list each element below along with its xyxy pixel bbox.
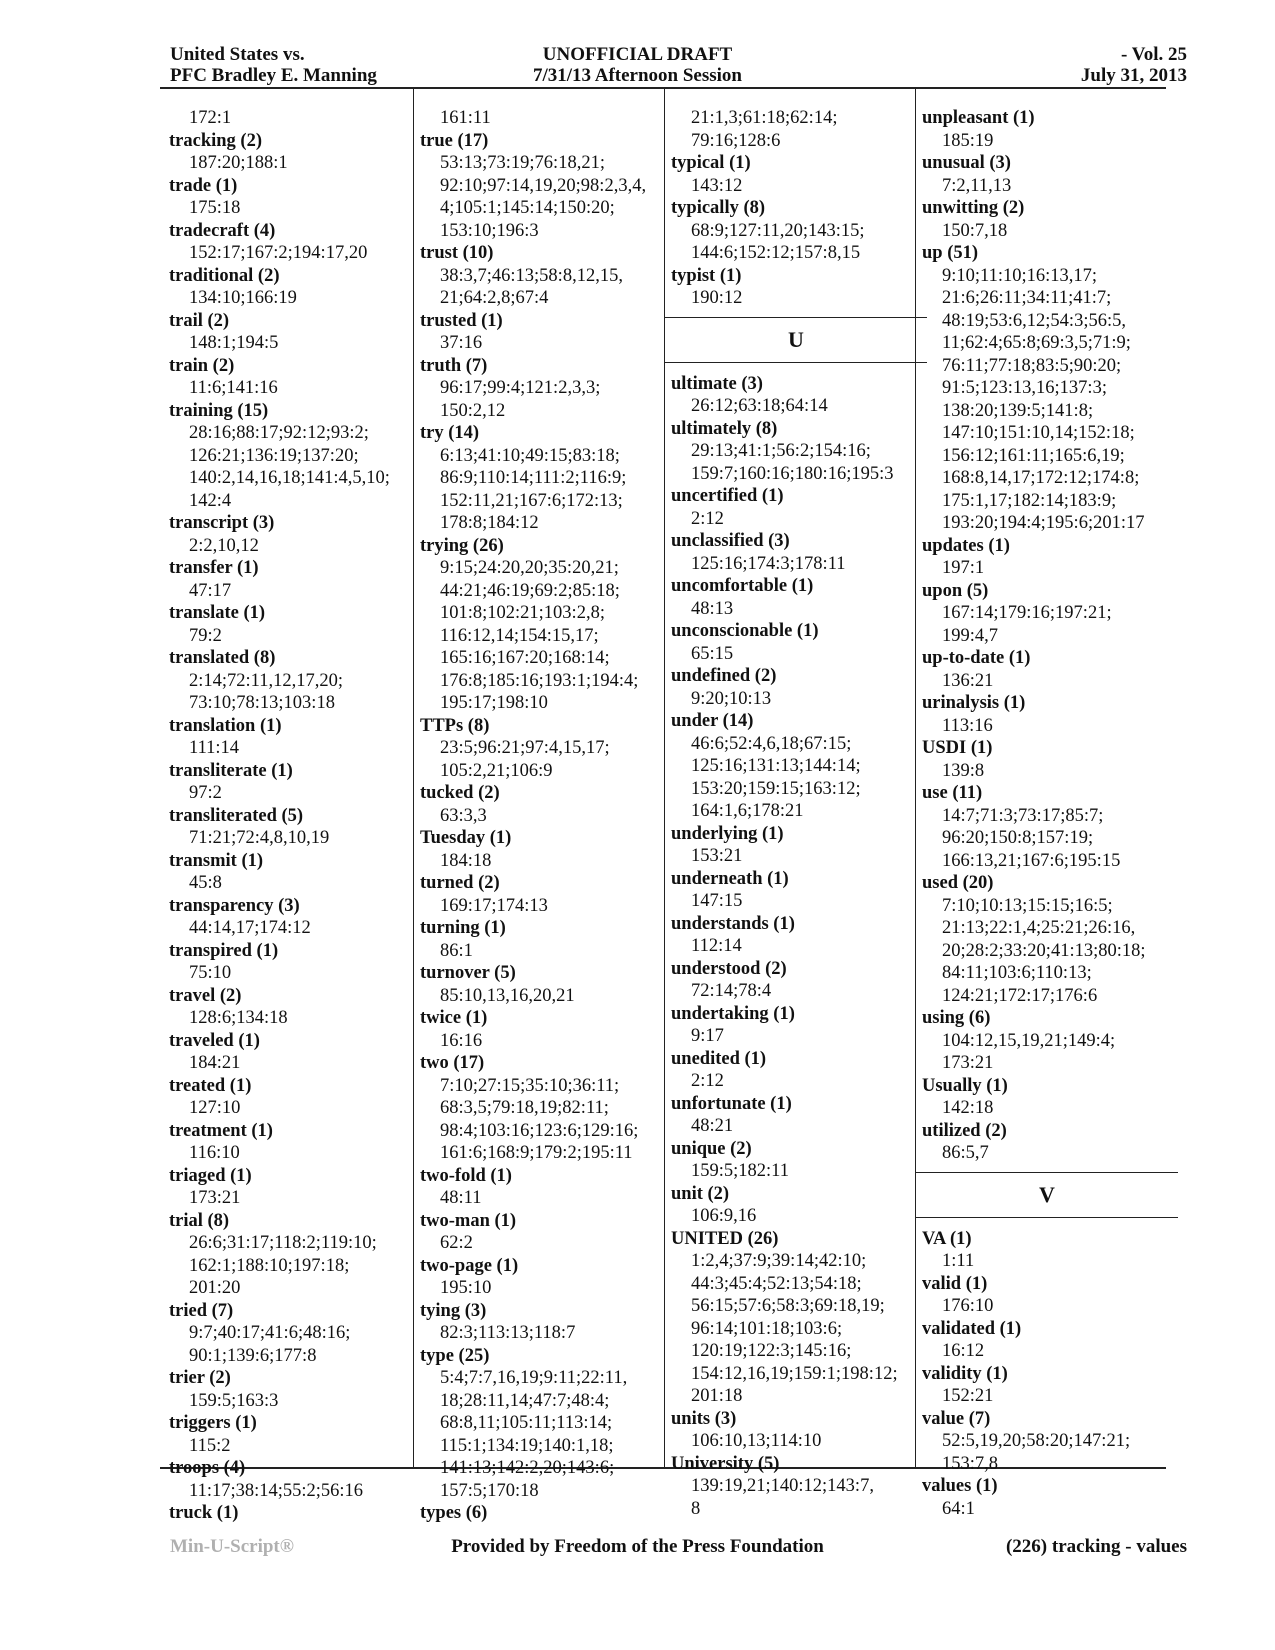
page-line-refs: 105:2,21;106:9 xyxy=(440,760,553,781)
page-line-refs: 113:16 xyxy=(942,715,993,736)
index-column-3 xyxy=(671,107,919,1520)
page-line-refs: 150:2,12 xyxy=(440,400,506,421)
index-term: tried (7) xyxy=(169,1300,234,1321)
page-line-refs: 26:6;31:17;118:2;119:10; xyxy=(189,1233,377,1253)
index-term: trier (2) xyxy=(169,1368,231,1388)
page-line-refs: 138:20;139:5;141:8; xyxy=(942,400,1094,421)
page-line-refs: 2:14;72:11,12,17,20; xyxy=(189,670,343,691)
page-line-refs: 68:8,11;105:11;113:14; xyxy=(440,1413,613,1433)
page-line-refs: 1:2,4;37:9;39:14;42:10; xyxy=(691,1251,867,1271)
page-line-refs: 190:12 xyxy=(691,288,743,308)
header-right xyxy=(1081,44,1187,86)
index-term: typically (8) xyxy=(671,198,766,218)
index-term: type (25) xyxy=(420,1345,490,1366)
index-term: units (3) xyxy=(671,1408,737,1429)
page-line-refs: 11;62:4;65:8;69:3,5;71:9; xyxy=(942,333,1131,353)
page-line-refs: 44:14,17;174:12 xyxy=(189,918,311,938)
page-line-refs: 21:6;26:11;34:11;41:7; xyxy=(942,288,1112,308)
page-line-refs: 5:4;7:7,16,19;9:11;22:11, xyxy=(440,1368,628,1388)
index-term: transmit (1) xyxy=(169,850,264,871)
index-term: train (2) xyxy=(169,355,235,376)
page-line-refs: 104:12,15,19,21;149:4; xyxy=(942,1030,1116,1051)
index-term: tucked (2) xyxy=(420,783,500,803)
index-term: two-page (1) xyxy=(420,1255,519,1276)
index-term: utilized (2) xyxy=(922,1120,1007,1141)
page-line-refs: 153:7,8 xyxy=(942,1453,999,1474)
page-line-refs: 45:8 xyxy=(189,873,222,893)
volume-label: - Vol. 25 xyxy=(1121,44,1187,65)
page-line-refs: 173:21 xyxy=(942,1053,994,1073)
index-term: translation (1) xyxy=(169,715,282,736)
page-line-refs: 9:7;40:17;41:6;48:16; xyxy=(189,1323,351,1343)
page-line-refs: 156:12;161:11;165:6,19; xyxy=(942,445,1125,466)
page-line-refs: 11:17;38:14;55:2;56:16 xyxy=(189,1480,364,1501)
session-label: 7/31/13 Afternoon Session xyxy=(532,65,743,86)
index-term: truck (1) xyxy=(169,1503,239,1523)
page-line-refs: 175:1,17;182:14;183:9; xyxy=(942,490,1117,511)
page-line-refs: 116:12,14;154:15,17; xyxy=(440,625,599,646)
page-line-refs: 18;28:11,14;47:7;48:4; xyxy=(440,1390,610,1411)
page-line-refs: 82:3;113:13;118:7 xyxy=(440,1323,576,1343)
index-term: ultimately (8) xyxy=(671,418,778,439)
index-term: unit (2) xyxy=(671,1183,730,1204)
page-line-refs: 84:11;103:6;110:13; xyxy=(942,963,1092,983)
index-term: Tuesday (1) xyxy=(420,828,512,848)
index-term: UNITED (26) xyxy=(671,1228,779,1249)
index-term: unique (2) xyxy=(671,1138,752,1159)
page-line-refs: 120:19;122:3;145:16; xyxy=(691,1341,852,1361)
page-line-refs: 116:10 xyxy=(189,1143,240,1163)
index-term: trial (8) xyxy=(169,1210,230,1231)
index-term: turning (1) xyxy=(420,918,506,938)
page-line-refs: 56:15;57:6;58:3;69:18,19; xyxy=(691,1296,885,1316)
page-line-refs: 153:20;159:15;163:12; xyxy=(691,778,861,799)
page-line-refs: 96:14;101:18;103:6; xyxy=(691,1318,843,1339)
page-line-refs: 86:1 xyxy=(440,940,473,961)
page-line-refs: 11:6;141:16 xyxy=(189,378,278,398)
page-line-refs: 184:21 xyxy=(189,1053,241,1073)
page-line-refs: 65:15 xyxy=(691,643,734,664)
page-line-refs: 90:1;139:6;177:8 xyxy=(189,1345,317,1366)
page-line-refs: 153:21 xyxy=(691,846,743,866)
index-term: use (11) xyxy=(922,783,983,803)
index-term: trade (1) xyxy=(169,175,238,196)
page-line-refs: 197:1 xyxy=(942,558,985,578)
page-line-refs: 7:10;10:13;15:15;16:5; xyxy=(942,895,1113,916)
index-term: unclassified (3) xyxy=(671,531,790,551)
index-term: triggers (1) xyxy=(169,1413,257,1433)
index-term: translate (1) xyxy=(169,603,266,623)
page-line-refs: 79:2 xyxy=(189,625,222,646)
index-term: transfer (1) xyxy=(169,558,259,578)
page-line-refs: 195:10 xyxy=(440,1278,492,1298)
page-line-refs: 64:1 xyxy=(942,1498,975,1519)
page-line-refs: 20;28:2;33:20;41:13;80:18; xyxy=(942,940,1146,961)
page-line-refs: 71:21;72:4,8,10,19 xyxy=(189,828,330,848)
page-line-refs: 92:10;97:14,19,20;98:2,3,4, xyxy=(440,175,647,196)
page-line-refs: 153:10;196:3 xyxy=(440,220,539,241)
index-term: used (20) xyxy=(922,873,994,893)
page-line-refs: 166:13,21;167:6;195:15 xyxy=(942,850,1121,871)
page-line-refs: 23:5;96:21;97:4,15,17; xyxy=(440,738,610,758)
date-label: July 31, 2013 xyxy=(1080,65,1187,86)
index-term: try (14) xyxy=(420,423,480,443)
page-line-refs: 201:20 xyxy=(189,1278,241,1298)
page-line-refs: 161:6;168:9;179:2;195:11 xyxy=(440,1143,633,1163)
page-line-refs: 140:2,14,16,18;141:4,5,10; xyxy=(189,468,390,488)
page-line-refs: 14:7;71:3;73:17;85:7; xyxy=(942,805,1104,826)
index-term: USDI (1) xyxy=(922,738,993,758)
index-term: undertaking (1) xyxy=(671,1003,795,1024)
index-term: two (17) xyxy=(420,1053,485,1073)
page-line-refs: 48:19;53:6,12;54:3;56:5, xyxy=(942,310,1126,331)
index-column-2 xyxy=(420,107,668,1525)
index-term: uncertified (1) xyxy=(671,486,784,506)
index-term: turned (2) xyxy=(420,873,500,893)
index-term: tradecraft (4) xyxy=(169,220,276,241)
page-line-refs: 111:14 xyxy=(189,738,240,758)
index-term: typist (1) xyxy=(671,265,742,286)
index-term: unpleasant (1) xyxy=(922,108,1035,128)
index-term: transliterated (5) xyxy=(169,805,304,826)
page-line-refs: 112:14 xyxy=(691,936,742,956)
index-term: tracking (2) xyxy=(169,130,262,151)
page-line-refs: 44:21;46:19;69:2;85:18; xyxy=(440,580,620,601)
page-line-refs: 152:21 xyxy=(942,1386,994,1406)
page-line-refs: 168:8,14,17;172:12;174:8; xyxy=(942,468,1140,488)
page-line-refs: 53:13;73:19;76:18,21; xyxy=(440,153,605,173)
page-line-refs: 126:21;136:19;137:20; xyxy=(189,445,359,466)
page-line-refs: 48:21 xyxy=(691,1116,734,1136)
page-line-refs: 125:16;174:3;178:11 xyxy=(691,553,846,574)
page-line-refs: 159:5;182:11 xyxy=(691,1161,789,1181)
page-line-refs: 142:4 xyxy=(189,490,232,511)
page-line-refs: 63:3,3 xyxy=(440,805,487,826)
page-line-refs: 9:20;10:13 xyxy=(691,688,772,709)
page-line-refs: 75:10 xyxy=(189,963,232,983)
page-line-refs: 152:11,21;167:6;172:13; xyxy=(440,490,623,511)
index-term: trust (10) xyxy=(420,243,494,263)
page-line-refs: 139:19,21;140:12;143:7, xyxy=(691,1476,874,1496)
index-term: unwitting (2) xyxy=(922,198,1025,218)
page-line-refs: 52:5,19,20;58:20;147:21; xyxy=(942,1431,1131,1451)
index-term: types (6) xyxy=(420,1503,488,1523)
page-line-refs: 85:10,13,16,20,21 xyxy=(440,985,575,1006)
footer-brand: Min-U-Script® xyxy=(170,1536,294,1557)
page-line-refs: 86:9;110:14;111:2;116:9; xyxy=(440,468,627,488)
page-line-refs: 7:10;27:15;35:10;36:11; xyxy=(440,1075,620,1096)
page-line-refs: 68:3,5;79:18,19;82:11; xyxy=(440,1098,609,1118)
index-term: triaged (1) xyxy=(169,1165,252,1186)
index-term: tying (3) xyxy=(420,1300,487,1321)
page-line-refs: 79:16;128:6 xyxy=(691,130,781,151)
index-term: two-fold (1) xyxy=(420,1165,512,1186)
index-term: unfortunate (1) xyxy=(671,1093,792,1114)
index-term: up (51) xyxy=(922,243,979,263)
index-term: treatment (1) xyxy=(169,1120,273,1141)
page-line-refs: 62:2 xyxy=(440,1233,473,1253)
defendant-name: PFC Bradley E. Manning xyxy=(170,65,377,86)
index-term: undefined (2) xyxy=(671,666,777,686)
index-term: transparency (3) xyxy=(169,895,300,916)
index-term: understands (1) xyxy=(671,913,795,934)
page-line-refs: 46:6;52:4,6,18;67:15; xyxy=(691,733,852,754)
index-term: value (7) xyxy=(922,1408,991,1429)
index-column-4 xyxy=(922,107,1170,1520)
index-term: travel (2) xyxy=(169,985,242,1006)
index-term: trying (26) xyxy=(420,535,504,556)
page-line-refs: 73:10;78:13;103:18 xyxy=(189,693,335,713)
page-line-refs: 37:16 xyxy=(440,333,483,353)
page-line-refs: 9:17 xyxy=(691,1026,724,1046)
page-line-refs: 125:16;131:13;144:14; xyxy=(691,756,861,776)
index-term: upon (5) xyxy=(922,580,989,601)
page-line-refs: 21:13;22:1,4;25:21;26:16, xyxy=(942,918,1136,938)
page-line-refs: 185:19 xyxy=(942,130,994,151)
page-line-refs: 2:12 xyxy=(691,508,724,529)
index-term: typical (1) xyxy=(671,153,751,173)
index-term: unconscionable (1) xyxy=(671,621,819,641)
page-line-refs: 159:7;160:16;180:16;195:3 xyxy=(691,463,894,484)
page-line-refs: 96:20;150:8;157:19; xyxy=(942,828,1094,848)
page-line-refs: 143:12 xyxy=(691,175,743,196)
page-line-refs: 9:15;24:20,20;35:20,21; xyxy=(440,558,619,578)
page-line-refs: 144:6;152:12;157:8,15 xyxy=(691,243,861,263)
page-line-refs: 97:2 xyxy=(189,783,222,803)
section-letter: V xyxy=(916,1172,1178,1218)
page-line-refs: 139:8 xyxy=(942,760,985,781)
index-term: validity (1) xyxy=(922,1363,1008,1384)
page-line-refs: 9:10;11:10;16:13,17; xyxy=(942,265,1098,286)
page-line-refs: 159:5;163:3 xyxy=(189,1390,279,1411)
index-term: values (1) xyxy=(922,1476,998,1496)
page-line-refs: 2:2,10,12 xyxy=(189,535,259,556)
index-term: University (5) xyxy=(671,1453,780,1474)
page-line-refs: 68:9;127:11,20;143:15; xyxy=(691,220,865,241)
page-line-refs: 76:11;77:18;83:5;90:20; xyxy=(942,355,1122,376)
page-line-refs: 164:1,6;178:21 xyxy=(691,801,804,821)
page-line-refs: 154:12,16,19;159:1;198:12; xyxy=(691,1363,898,1384)
page-line-refs: 175:18 xyxy=(189,198,241,218)
page-line-refs: 101:8;102:21;103:2,8; xyxy=(440,603,605,623)
page-line-refs: 2:12 xyxy=(691,1071,724,1091)
index-column-1 xyxy=(169,107,417,1525)
page-line-refs: 184:18 xyxy=(440,850,492,871)
page-line-refs: 173:21 xyxy=(189,1188,241,1208)
index-term: under (14) xyxy=(671,711,754,731)
draft-label: UNOFFICIAL DRAFT xyxy=(542,44,733,65)
page-line-refs: 195:17;198:10 xyxy=(440,693,548,713)
index-term: true (17) xyxy=(420,130,489,151)
page-line-refs: 128:6;134:18 xyxy=(189,1008,288,1028)
header-rule xyxy=(160,87,1166,89)
page-line-refs: 176:10 xyxy=(942,1296,994,1316)
page-line-refs: 7:2,11,13 xyxy=(942,175,1012,196)
page-line-refs: 127:10 xyxy=(189,1098,241,1118)
page-line-refs: 187:20;188:1 xyxy=(189,153,288,173)
page-line-refs: 106:9,16 xyxy=(691,1206,757,1226)
index-term: underlying (1) xyxy=(671,823,784,844)
page-line-refs: 6:13;41:10;49:15;83:18; xyxy=(440,445,620,466)
footer-page-range: (226) tracking - values xyxy=(1005,1536,1187,1557)
page-line-refs: 169:17;174:13 xyxy=(440,895,548,916)
index-term: unedited (1) xyxy=(671,1048,767,1069)
index-term: using (6) xyxy=(922,1008,991,1028)
page-line-refs: 165:16;167:20;168:14; xyxy=(440,648,610,668)
index-term: VA (1) xyxy=(922,1228,972,1249)
page-line-refs: 38:3,7;46:13;58:8,12,15, xyxy=(440,265,623,286)
page-line-refs: 176:8;185:16;193:1;194:4; xyxy=(440,670,639,691)
index-term: twice (1) xyxy=(420,1008,488,1028)
page-line-refs: 1:11 xyxy=(942,1251,975,1271)
page-line-refs: 167:14;179:16;197:21; xyxy=(942,603,1112,623)
page-line-refs: 193:20;194:4;195:6;201:17 xyxy=(942,513,1145,533)
page-line-refs: 28:16;88:17;92:12;93:2; xyxy=(189,423,369,443)
index-term: up-to-date (1) xyxy=(922,648,1031,668)
index-term: two-man (1) xyxy=(420,1210,517,1231)
page-line-refs: 115:2 xyxy=(189,1435,231,1456)
index-term: validated (1) xyxy=(922,1318,1022,1339)
page-line-refs: 16:12 xyxy=(942,1341,985,1361)
index-term: trusted (1) xyxy=(420,310,503,331)
page-line-refs: 91:5;123:13,16;137:3; xyxy=(942,378,1107,398)
page-line-refs: 162:1;188:10;197:18; xyxy=(189,1255,350,1276)
page-line-refs: 4;105:1;145:14;150:20; xyxy=(440,198,615,218)
index-term: truth (7) xyxy=(420,355,488,376)
index-term: training (15) xyxy=(169,400,269,421)
page-line-refs: 96:17;99:4;121:2,3,3; xyxy=(440,378,601,398)
page-line-refs: 172:1 xyxy=(189,108,232,128)
footer-provider: Provided by Freedom of the Press Foundation xyxy=(451,1536,824,1557)
page-line-refs: 148:1;194:5 xyxy=(189,333,279,353)
index-term: Usually (1) xyxy=(922,1075,1008,1096)
page-line-refs: 47:17 xyxy=(189,580,232,601)
page-line-refs: 178:8;184:12 xyxy=(440,513,539,533)
section-letter: U xyxy=(665,317,927,363)
index-term: traveled (1) xyxy=(169,1030,260,1051)
page-line-refs: 157:5;170:18 xyxy=(440,1480,539,1501)
page-line-refs: 152:17;167:2;194:17,20 xyxy=(189,243,368,263)
page-line-refs: 141:13;142:2,20;143:6; xyxy=(440,1458,615,1478)
page-line-refs: 8 xyxy=(691,1498,701,1519)
index-term: TTPs (8) xyxy=(420,715,490,736)
index-term: troops (4) xyxy=(169,1458,246,1478)
page-line-refs: 201:18 xyxy=(691,1386,743,1406)
page-line-refs: 106:10,13;114:10 xyxy=(691,1431,822,1451)
index-term: underneath (1) xyxy=(671,868,789,889)
index-term: transcript (3) xyxy=(169,513,275,533)
page-line-refs: 147:10;151:10,14;152:18; xyxy=(942,423,1135,443)
index-term: translated (8) xyxy=(169,648,276,668)
index-term: understood (2) xyxy=(671,958,787,979)
page-line-refs: 134:10;166:19 xyxy=(189,288,297,308)
page-line-refs: 150:7,18 xyxy=(942,220,1008,241)
index-term: uncomfortable (1) xyxy=(671,576,814,596)
page-line-refs: 115:1;134:19;140:1,18; xyxy=(440,1435,614,1456)
index-term: updates (1) xyxy=(922,535,1010,556)
index-term: traditional (2) xyxy=(169,265,280,286)
index-term: trail (2) xyxy=(169,310,230,331)
page-line-refs: 21;64:2,8;67:4 xyxy=(440,288,549,308)
page-line-refs: 86:5,7 xyxy=(942,1143,989,1163)
index-term: ultimate (3) xyxy=(671,373,763,394)
page-line-refs: 124:21;172:17;176:6 xyxy=(942,985,1098,1006)
page-line-refs: 98:4;103:16;123:6;129:16; xyxy=(440,1120,639,1141)
page-line-refs: 147:15 xyxy=(691,891,743,911)
page-line-refs: 136:21 xyxy=(942,670,994,691)
index-term: unusual (3) xyxy=(922,153,1011,173)
page-line-refs: 72:14;78:4 xyxy=(691,981,772,1001)
page-line-refs: 26:12;63:18;64:14 xyxy=(691,396,828,416)
index-term: treated (1) xyxy=(169,1075,252,1096)
page-line-refs: 29:13;41:1;56:2;154:16; xyxy=(691,441,871,461)
page-line-refs: 44:3;45:4;52:13;54:18; xyxy=(691,1273,862,1294)
index-term: valid (1) xyxy=(922,1273,988,1294)
case-title: United States vs. xyxy=(170,44,305,65)
page-line-refs: 48:11 xyxy=(440,1188,482,1208)
page-line-refs: 21:1,3;61:18;62:14; xyxy=(691,108,838,128)
page-line-refs: 142:18 xyxy=(942,1098,994,1118)
page-line-refs: 161:11 xyxy=(440,108,491,128)
index-term: urinalysis (1) xyxy=(922,693,1026,713)
index-term: transpired (1) xyxy=(169,940,279,961)
page-line-refs: 199:4,7 xyxy=(942,625,999,646)
page-line-refs: 48:13 xyxy=(691,598,734,619)
index-term: transliterate (1) xyxy=(169,760,293,781)
index-term: turnover (5) xyxy=(420,963,516,983)
page-line-refs: 16:16 xyxy=(440,1030,483,1051)
